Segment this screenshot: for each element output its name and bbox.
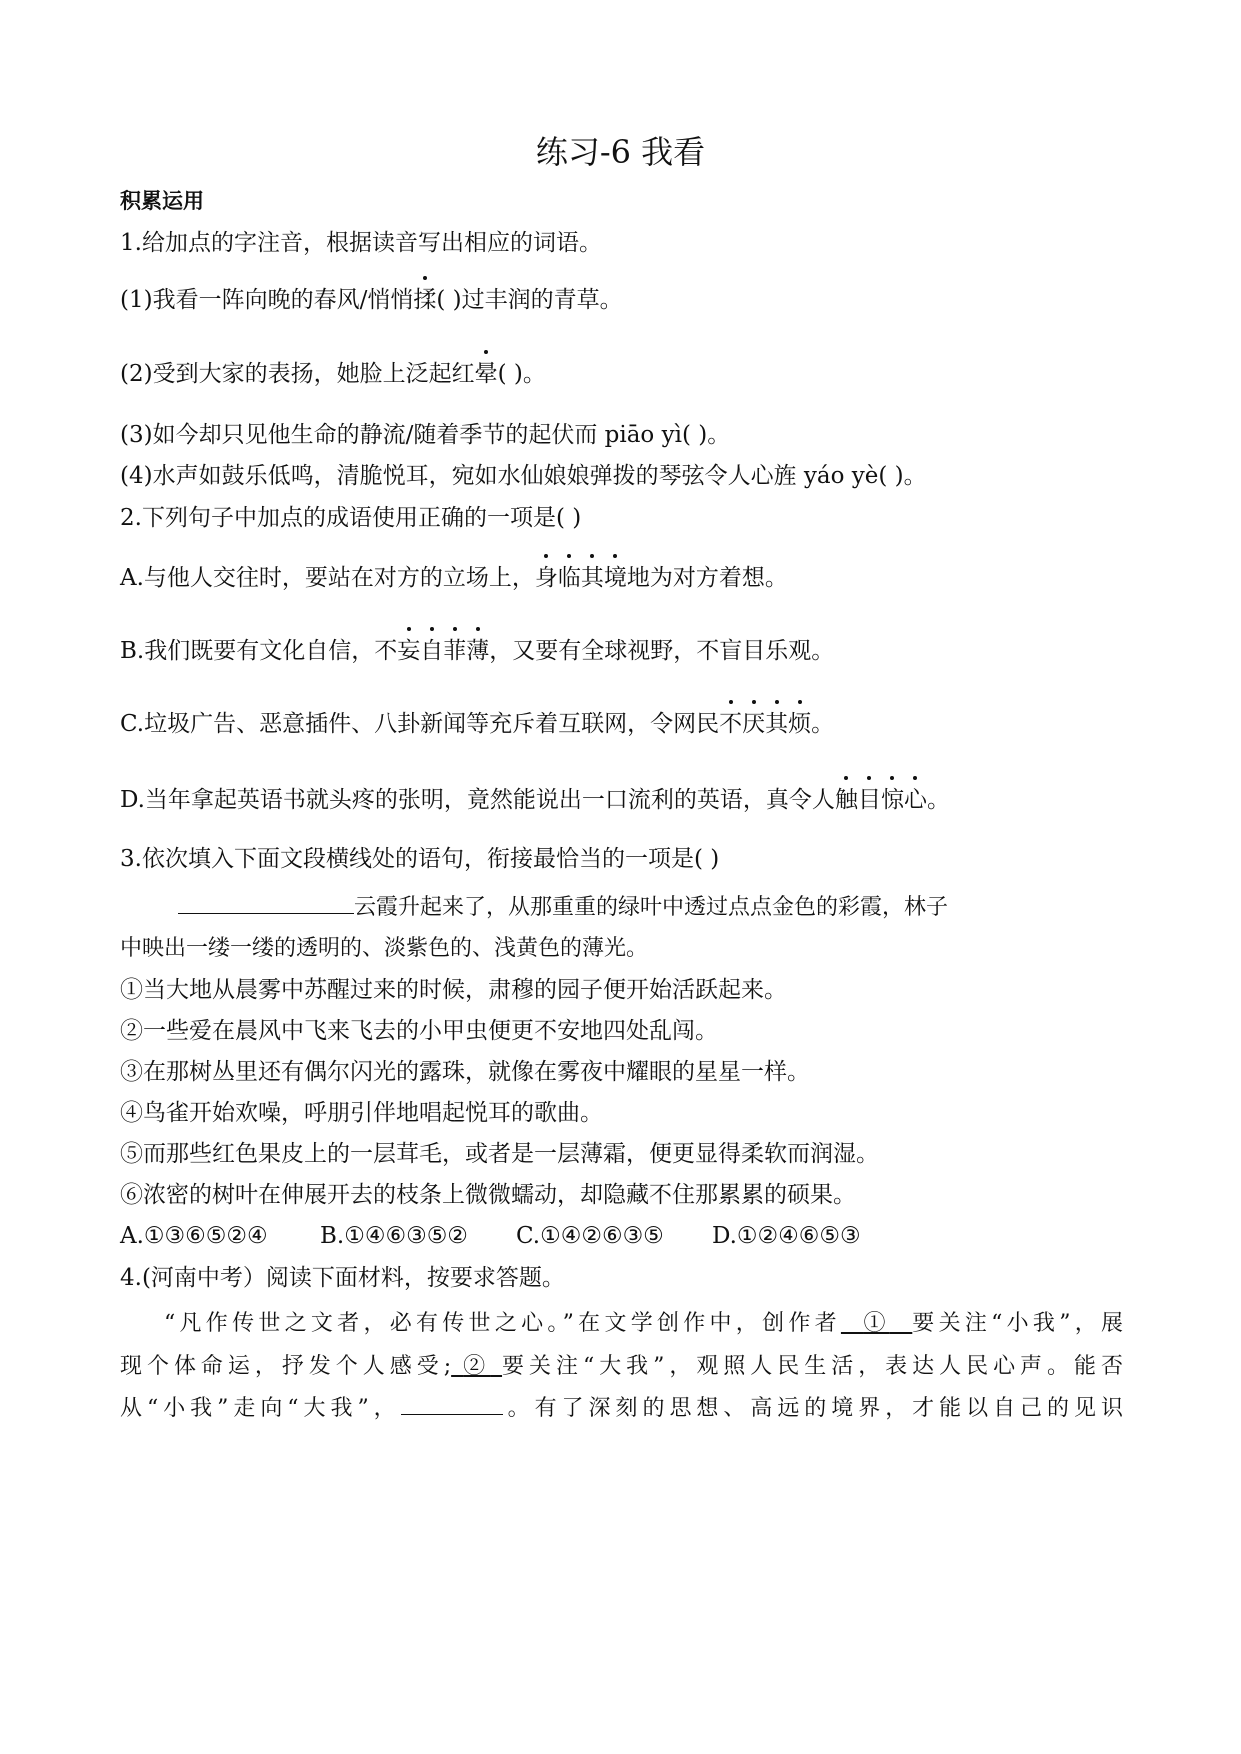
page-title: 练习-6 我看 xyxy=(535,133,706,171)
q4-passage-line-3: 从“小我”走向“大我”， 。有了深刻的思想、高远的境界，才能以自己的见识 xyxy=(120,1396,1123,1421)
q4-passage-line-2: 现个体命运，抒发个人感受; ② 要关注“大我”，观照人民生活，表达人民心声。能否 xyxy=(120,1354,1123,1379)
q3-passage-line-2: 中映出一缕一缕的透明的、淡紫色的、浅黄色的薄光。 xyxy=(120,936,649,961)
q3-item-2: ②一些爱在晨风中飞来飞去的小甲虫便更不安地四处乱闯。 xyxy=(120,1018,718,1044)
q3-passage-line-1: 云霞升起来了，从那重重的绿叶中透过点点金色的彩霞，林子 xyxy=(120,893,948,923)
q3-item-4: ④鸟雀开始欢噪，呼朋引伴地唱起悦耳的歌曲。 xyxy=(120,1100,603,1126)
q3-item-5: ⑤而那些红色果皮上的一层茸毛，或者是一层薄霜，便更显得柔软而润湿。 xyxy=(120,1141,879,1167)
answer-blank xyxy=(178,893,354,914)
q2-option-a: A.与他人交往时，要站在对方的立场上，身临其境地为对方着想。 xyxy=(120,565,788,591)
q3-item-6: ⑥浓密的树叶在伸展开去的枝条上微微蠕动，却隐藏不住那累累的硕果。 xyxy=(120,1182,856,1208)
section-heading: 积累运用 xyxy=(120,189,204,213)
q3-option-b: B.①④⑥③⑤② xyxy=(320,1223,468,1249)
q3-option-d: D.①②④⑥⑤③ xyxy=(712,1223,861,1249)
q3-option-c: C.①④②⑥③⑤ xyxy=(516,1223,664,1249)
q1-item-4: (4)水声如鼓乐低鸣，清脆悦耳，宛如水仙娘娘弹拨的琴弦令人心旌 yáo yè( )。 xyxy=(120,463,927,489)
blank-1: ① xyxy=(863,1311,890,1336)
q1-item-1: (1)我看一阵向晚的春风/悄悄揉( )过丰润的青草。 xyxy=(120,287,623,313)
q3-item-1: ①当大地从晨雾中苏醒过来的时候，肃穆的园子便开始活跃起来。 xyxy=(120,977,787,1003)
q3-option-a: A.①③⑥⑤②④ xyxy=(120,1223,268,1249)
q3-options xyxy=(120,1221,861,1251)
q3-stem: 3.依次填入下面文段横线处的语句，衔接最恰当的一项是( ) xyxy=(120,846,720,872)
q2-option-b: B.我们既要有文化自信，不妄自菲薄，又要有全球视野，不盲目乐观。 xyxy=(120,638,835,664)
q2-stem: 2.下列句子中加点的成语使用正确的一项是( ) xyxy=(120,505,582,531)
q1-item-3: (3)如今却只见他生命的静流/随着季节的起伏而 piāo yì( )。 xyxy=(120,422,731,448)
q2-option-d: D.当年拿起英语书就头疼的张明，竟然能说出一口流利的英语，真令人触目惊心。 xyxy=(120,787,950,813)
answer-blank xyxy=(401,1394,503,1415)
blank-2: ② xyxy=(463,1354,491,1379)
q3-item-3: ③在那树丛里还有偶尔闪光的露珠，就像在雾夜中耀眼的星星一样。 xyxy=(120,1059,810,1085)
dotted-char: 揉 xyxy=(413,287,437,313)
q4-stem: 4.(河南中考）阅读下面材料，按要求答题。 xyxy=(120,1265,565,1291)
q2-option-c: C.垃圾广告、恶意插件、八卦新闻等充斥着互联网，令网民不厌其烦。 xyxy=(120,711,835,737)
q1-item-2: (2)受到大家的表扬，她脸上泛起红晕( )。 xyxy=(120,361,546,387)
q1-stem: 1.给加点的字注音，根据读音写出相应的词语。 xyxy=(120,230,602,256)
dotted-char: 晕 xyxy=(474,361,498,387)
q4-passage-line-1: “凡作传世之文者，必有传世之心。”在文学创作中，创作者 ① 要关注“小我”，展 xyxy=(164,1311,1123,1336)
